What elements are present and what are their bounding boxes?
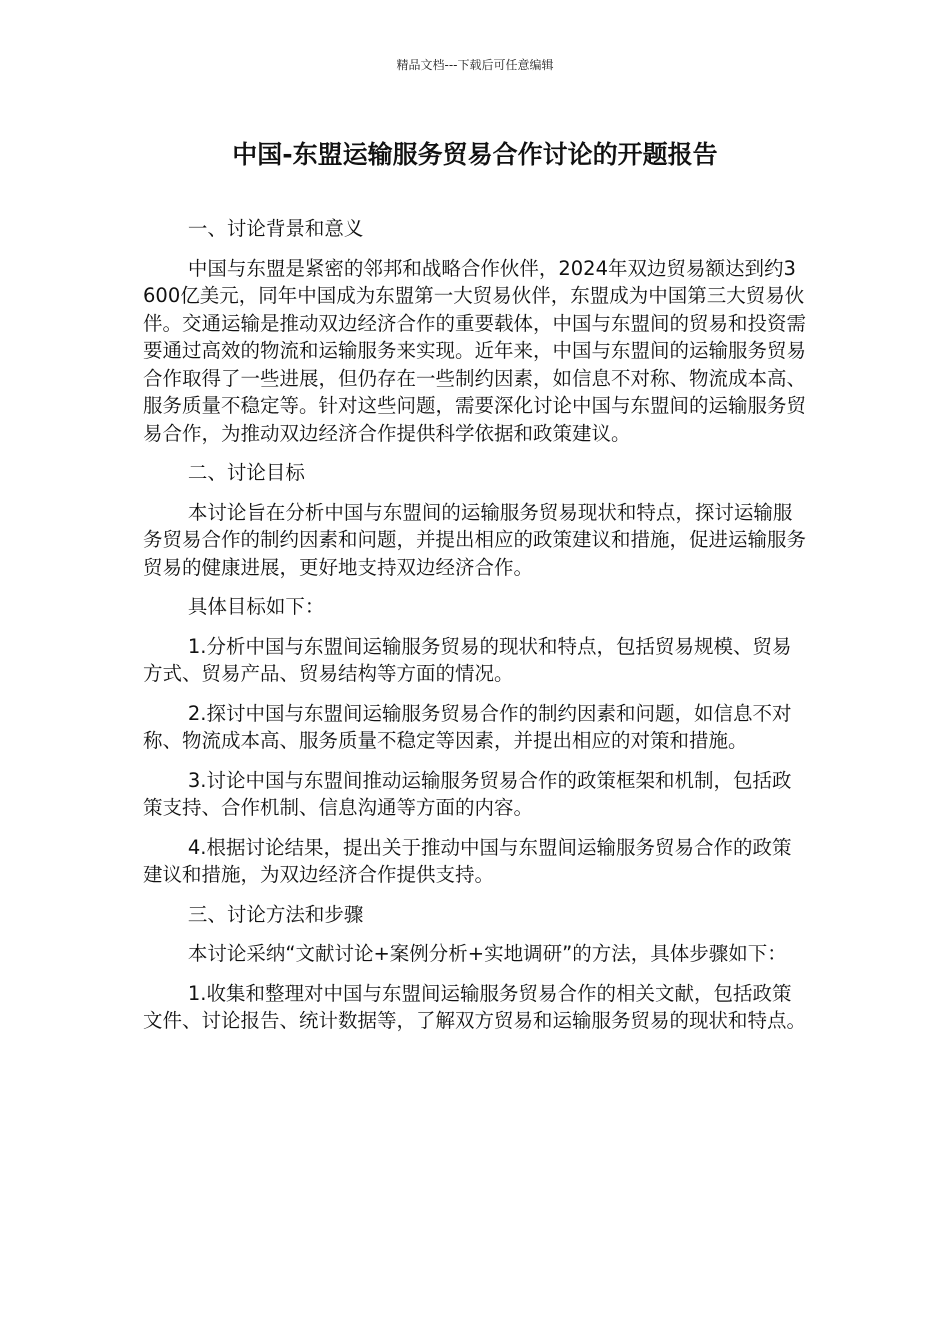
paragraph-objectives-intro: 本讨论旨在分析中国与东盟间的运输服务贸易现状和特点，探讨运输服务贸易合作的制约因素和问题，并提出相应的政策建议和措施，促进运输服务贸易的健康进展，更好地支持双边经济合作。	[143, 500, 807, 579]
list-item-step-1: 1.收集和整理对中国与东盟间运输服务贸易合作的相关文献，包括政策文件、讨论报告、统计数据等，了解双方贸易和运输服务贸易的现状和特点。	[143, 981, 807, 1032]
section-heading-objectives: 二、讨论目标	[187, 461, 305, 484]
paragraph-methods-intro: 本讨论采纳“文献讨论+案例分析+实地调研”的方法，具体步骤如下：	[187, 942, 787, 965]
section-heading-background: 一、讨论背景和意义	[187, 217, 364, 240]
list-item-goal-4: 4.根据讨论结果，提出关于推动中国与东盟间运输服务贸易合作的政策建议和措施，为双边经济合作提供支持。	[143, 835, 792, 886]
page-header: 精品文档---下载后可任意编辑	[396, 58, 554, 72]
document-body	[143, 215, 808, 1047]
list-item-goal-2: 2.探讨中国与东盟间运输服务贸易合作的制约因素和问题，如信息不对称、物流成本高、服务质量不稳定等因素，并提出相应的对策和措施。	[143, 701, 792, 752]
paragraph-background: 中国与东盟是紧密的邻邦和战略合作伙伴，2024年双边贸易额达到约3600亿美元，同年中国成为东盟第一大贸易伙伴，东盟成为中国第三大贸易伙伴。交通运输是推动双边经济合作的重要载体，中国与东盟间的贸易和投资需要通过高效的物流和运输服务来实现。近年来，中国与东盟间的运输服务贸易合作取得了一些进展，但仍存在一些制约因素，如信息不对称、物流成本高、服务质量不稳定等。针对这些问题，需要深化讨论中国与东盟间的运输服务贸易合作，为推动双边经济合作提供科学依据和政策建议。	[143, 256, 807, 445]
list-item-goal-3: 3.讨论中国与东盟间推动运输服务贸易合作的政策框架和机制，包括政策支持、合作机制、信息沟通等方面的内容。	[143, 768, 792, 819]
paragraph-specific-goals: 具体目标如下：	[187, 595, 325, 618]
list-item-goal-1: 1.分析中国与东盟间运输服务贸易的现状和特点，包括贸易规模、贸易方式、贸易产品、贸易结构等方面的情况。	[143, 634, 792, 685]
document-title: 中国-东盟运输服务贸易合作讨论的开题报告	[232, 140, 718, 169]
section-heading-methods: 三、讨论方法和步骤	[187, 902, 364, 926]
